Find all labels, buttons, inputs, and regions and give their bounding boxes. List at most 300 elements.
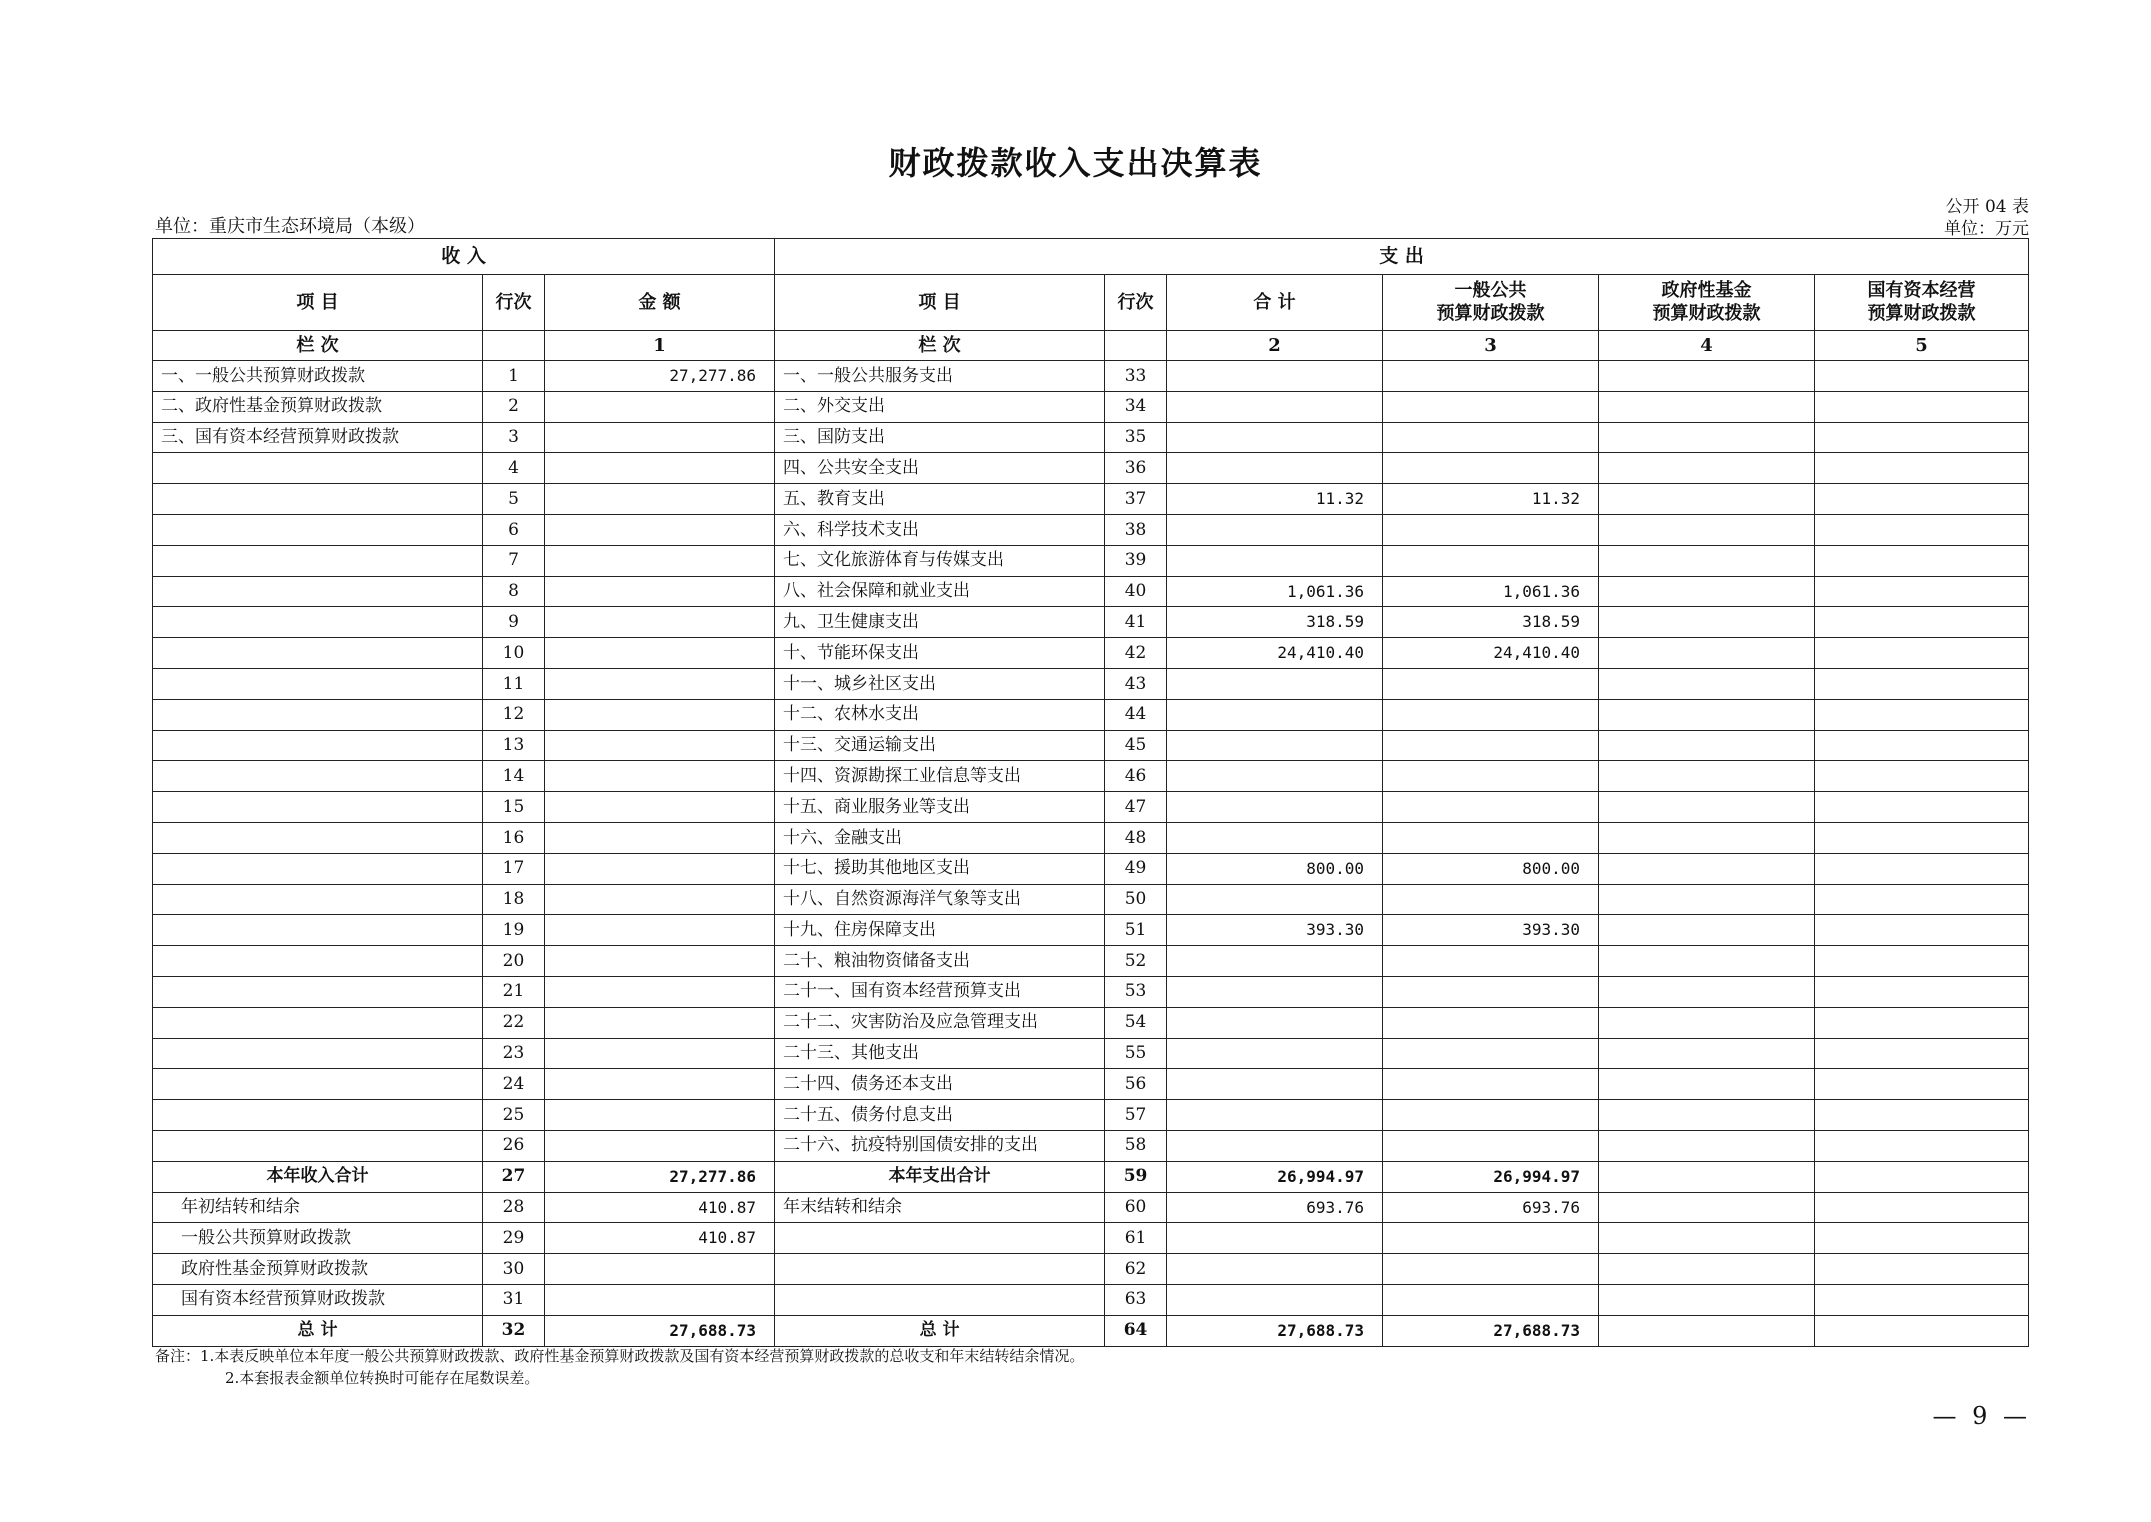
gov-fund-cell (1599, 638, 1815, 669)
expense-line-cell: 41 (1105, 607, 1167, 638)
income-item-cell (153, 1038, 483, 1069)
gov-fund-header (1599, 275, 1815, 331)
income-item-cell (153, 884, 483, 915)
expense-total-cell: 24,410.40 (1167, 638, 1383, 669)
income-amount-cell: 27,277.86 (545, 361, 775, 392)
soe-capital-header-line2: 预算财政拨款 (1867, 302, 1976, 324)
general-budget-cell (1383, 730, 1599, 761)
expense-line-cell: 48 (1105, 822, 1167, 853)
general-budget-cell (1383, 1038, 1599, 1069)
expense-item-cell: 十八、自然资源海洋气象等支出 (775, 884, 1105, 915)
expense-item-cell: 本年支出合计 (775, 1161, 1105, 1192)
expense-total-cell (1167, 1130, 1383, 1161)
gov-fund-cell (1599, 976, 1815, 1007)
expense-line-cell: 37 (1105, 484, 1167, 515)
expense-total-cell (1167, 361, 1383, 392)
gov-fund-cell (1599, 545, 1815, 576)
income-item-cell (153, 514, 483, 545)
expense-line-cell: 38 (1105, 514, 1167, 545)
expense-line-cell: 50 (1105, 884, 1167, 915)
income-line-cell: 25 (483, 1100, 545, 1131)
income-amount-cell (545, 668, 775, 699)
expense-line-cell: 61 (1105, 1223, 1167, 1254)
income-line-cell: 31 (483, 1284, 545, 1315)
general-budget-cell (1383, 514, 1599, 545)
income-amount-cell (545, 792, 775, 823)
income-line-cell: 11 (483, 668, 545, 699)
expense-item-cell (775, 1284, 1105, 1315)
expense-item-cell: 二十四、债务还本支出 (775, 1069, 1105, 1100)
income-item-cell: 二、政府性基金预算财政拨款 (153, 391, 483, 422)
expense-line-cell: 54 (1105, 1007, 1167, 1038)
soe-capital-cell (1815, 668, 2029, 699)
income-line-cell: 24 (483, 1069, 545, 1100)
income-amount-cell (545, 1130, 775, 1161)
expense-line-header: 行次 (1105, 275, 1167, 331)
soe-capital-cell (1815, 792, 2029, 823)
general-budget-cell (1383, 699, 1599, 730)
general-budget-cell (1383, 1254, 1599, 1285)
footnote-2: 2.本套报表金额单位转换时可能存在尾数误差。 (225, 1369, 540, 1387)
expense-line-cell: 59 (1105, 1161, 1167, 1192)
general-budget-cell (1383, 545, 1599, 576)
soe-capital-cell (1815, 638, 2029, 669)
income-line-cell: 13 (483, 730, 545, 761)
income-amount-cell (545, 915, 775, 946)
expense-item-cell: 年末结转和结余 (775, 1192, 1105, 1223)
expense-total-cell (1167, 1038, 1383, 1069)
income-amount-cell (545, 514, 775, 545)
expense-total-cell (1167, 792, 1383, 823)
expense-total-cell (1167, 545, 1383, 576)
income-amount-cell (545, 1254, 775, 1285)
header-row-sections (153, 239, 2029, 275)
income-item-cell: 三、国有资本经营预算财政拨款 (153, 422, 483, 453)
income-item-cell: 一、一般公共预算财政拨款 (153, 361, 483, 392)
gov-fund-cell (1599, 1192, 1815, 1223)
expense-item-cell: 二十六、抗疫特别国债安排的支出 (775, 1130, 1105, 1161)
expense-item-cell (775, 1223, 1105, 1254)
table-row (153, 422, 2029, 453)
expense-column-label: 栏 次 (775, 331, 1105, 361)
gov-fund-header-line2: 预算财政拨款 (1652, 302, 1761, 324)
soe-capital-cell (1815, 484, 2029, 515)
income-line-cell: 6 (483, 514, 545, 545)
income-amount-cell (545, 1100, 775, 1131)
income-item-cell (153, 853, 483, 884)
income-amount-cell (545, 884, 775, 915)
gov-fund-cell (1599, 946, 1815, 977)
income-amount-cell (545, 391, 775, 422)
soe-capital-cell (1815, 1038, 2029, 1069)
general-budget-cell (1383, 1284, 1599, 1315)
expense-total-cell (1167, 453, 1383, 484)
soe-capital-cell (1815, 976, 2029, 1007)
income-item-header: 项 目 (153, 275, 483, 331)
expense-line-cell: 51 (1105, 915, 1167, 946)
income-amount-cell (545, 545, 775, 576)
income-amount-cell (545, 1284, 775, 1315)
expense-total-cell: 1,061.36 (1167, 576, 1383, 607)
gov-fund-cell (1599, 1284, 1815, 1315)
general-budget-header-line2: 预算财政拨款 (1436, 302, 1545, 324)
expense-total-cell (1167, 391, 1383, 422)
general-budget-cell (1383, 453, 1599, 484)
income-item-cell (153, 915, 483, 946)
expense-item-header: 项 目 (775, 275, 1105, 331)
income-item-cell (153, 699, 483, 730)
expense-item-cell: 十五、商业服务业等支出 (775, 792, 1105, 823)
income-item-cell (153, 668, 483, 699)
income-line-cell: 22 (483, 1007, 545, 1038)
income-amount-cell (545, 699, 775, 730)
income-item-cell (153, 545, 483, 576)
table-row (153, 822, 2029, 853)
income-amount-cell (545, 853, 775, 884)
expense-line-cell: 64 (1105, 1315, 1167, 1346)
income-line-cell: 9 (483, 607, 545, 638)
table-row (153, 453, 2029, 484)
soe-capital-header-line1: 国有资本经营 (1867, 280, 1976, 301)
income-line-cell: 5 (483, 484, 545, 515)
header-row-column-index (153, 331, 2029, 361)
table-row (153, 638, 2029, 669)
expense-total-cell: 27,688.73 (1167, 1315, 1383, 1346)
unit-organization: 单位：重庆市生态环境局（本级） (155, 216, 425, 237)
income-item-cell (153, 1130, 483, 1161)
income-line-cell: 1 (483, 361, 545, 392)
general-budget-cell: 27,688.73 (1383, 1315, 1599, 1346)
table-row (153, 1038, 2029, 1069)
carryover-row (153, 1192, 2029, 1223)
income-item-cell: 一般公共预算财政拨款 (153, 1223, 483, 1254)
soe-capital-cell (1815, 453, 2029, 484)
expense-total-index: 2 (1167, 331, 1383, 361)
general-budget-cell: 1,061.36 (1383, 576, 1599, 607)
gov-fund-cell (1599, 853, 1815, 884)
expense-total-header: 合 计 (1167, 275, 1383, 331)
income-amount-cell (545, 607, 775, 638)
income-line-cell: 30 (483, 1254, 545, 1285)
income-item-cell (153, 822, 483, 853)
soe-capital-cell (1815, 1130, 2029, 1161)
expense-line-index (1105, 331, 1167, 361)
expense-total-cell (1167, 1223, 1383, 1254)
header-row-columns (153, 275, 2029, 331)
footnotes (155, 1345, 1084, 1389)
income-line-cell: 8 (483, 576, 545, 607)
table-row (153, 1007, 2029, 1038)
income-amount-cell (545, 453, 775, 484)
income-amount-cell (545, 638, 775, 669)
income-column-label: 栏 次 (153, 331, 483, 361)
income-line-cell: 20 (483, 946, 545, 977)
soe-capital-cell (1815, 699, 2029, 730)
gov-fund-cell (1599, 792, 1815, 823)
expense-item-cell: 十三、交通运输支出 (775, 730, 1105, 761)
carryover-row (153, 1223, 2029, 1254)
expense-total-cell (1167, 976, 1383, 1007)
gov-fund-cell (1599, 730, 1815, 761)
income-line-index (483, 331, 545, 361)
expense-line-cell: 44 (1105, 699, 1167, 730)
gov-fund-cell (1599, 1254, 1815, 1285)
table-row (153, 484, 2029, 515)
subtotal-row (153, 1161, 2029, 1192)
expense-item-cell: 十七、援助其他地区支出 (775, 853, 1105, 884)
gov-fund-cell (1599, 607, 1815, 638)
expense-line-cell: 33 (1105, 361, 1167, 392)
carryover-row (153, 1284, 2029, 1315)
general-budget-cell: 11.32 (1383, 484, 1599, 515)
income-item-cell (153, 484, 483, 515)
expense-total-cell: 318.59 (1167, 607, 1383, 638)
expense-total-cell (1167, 730, 1383, 761)
general-budget-cell (1383, 822, 1599, 853)
income-line-cell: 26 (483, 1130, 545, 1161)
expense-line-cell: 62 (1105, 1254, 1167, 1285)
expense-item-cell: 一、一般公共服务支出 (775, 361, 1105, 392)
table-row (153, 761, 2029, 792)
gov-fund-cell (1599, 1161, 1815, 1192)
expense-total-cell: 11.32 (1167, 484, 1383, 515)
carryover-row (153, 1254, 2029, 1285)
income-amount-index: 1 (545, 331, 775, 361)
expense-line-cell: 63 (1105, 1284, 1167, 1315)
gov-fund-cell (1599, 514, 1815, 545)
expense-item-cell (775, 1254, 1105, 1285)
expense-total-cell (1167, 514, 1383, 545)
income-item-cell (153, 1100, 483, 1131)
gov-fund-cell (1599, 576, 1815, 607)
general-budget-index: 3 (1383, 331, 1599, 361)
footnote-1: 备注：1.本表反映单位本年度一般公共预算财政拨款、政府性基金预算财政拨款及国有资本经营预算财政拨款的总收支和年末结转结余情况。 (155, 1347, 1085, 1365)
general-budget-cell: 318.59 (1383, 607, 1599, 638)
expense-item-cell: 十一、城乡社区支出 (775, 668, 1105, 699)
income-line-cell: 4 (483, 453, 545, 484)
income-line-cell: 19 (483, 915, 545, 946)
income-amount-cell (545, 1038, 775, 1069)
income-item-cell (153, 1007, 483, 1038)
income-item-cell (153, 453, 483, 484)
expense-total-cell: 693.76 (1167, 1192, 1383, 1223)
general-budget-cell: 800.00 (1383, 853, 1599, 884)
page-title: 财政拨款收入支出决算表 (888, 144, 1263, 182)
gov-fund-cell (1599, 699, 1815, 730)
expense-item-cell: 二十二、灾害防治及应急管理支出 (775, 1007, 1105, 1038)
expense-line-cell: 34 (1105, 391, 1167, 422)
expense-total-cell (1167, 1284, 1383, 1315)
gov-fund-cell (1599, 391, 1815, 422)
soe-capital-cell (1815, 1284, 2029, 1315)
expense-item-cell: 九、卫生健康支出 (775, 607, 1105, 638)
table-row (153, 1069, 2029, 1100)
general-budget-cell (1383, 1069, 1599, 1100)
expense-item-cell: 二十、粮油物资储备支出 (775, 946, 1105, 977)
expense-item-cell: 七、文化旅游体育与传媒支出 (775, 545, 1105, 576)
soe-capital-cell (1815, 607, 2029, 638)
table-row (153, 1100, 2029, 1131)
gov-fund-cell (1599, 1069, 1815, 1100)
expense-item-cell: 六、科学技术支出 (775, 514, 1105, 545)
gov-fund-cell (1599, 1007, 1815, 1038)
expense-line-cell: 40 (1105, 576, 1167, 607)
expense-total-cell: 800.00 (1167, 853, 1383, 884)
general-budget-cell (1383, 1007, 1599, 1038)
table-row (153, 668, 2029, 699)
soe-capital-cell (1815, 822, 2029, 853)
unit-currency: 单位：万元 (1944, 219, 2029, 239)
general-budget-cell (1383, 976, 1599, 1007)
income-item-cell: 年初结转和结余 (153, 1192, 483, 1223)
table-row (153, 607, 2029, 638)
soe-capital-cell (1815, 730, 2029, 761)
income-item-cell: 总 计 (153, 1315, 483, 1346)
income-line-cell: 18 (483, 884, 545, 915)
gov-fund-cell (1599, 668, 1815, 699)
gov-fund-cell (1599, 361, 1815, 392)
income-line-cell: 16 (483, 822, 545, 853)
income-line-cell: 21 (483, 976, 545, 1007)
expense-item-cell: 四、公共安全支出 (775, 453, 1105, 484)
expense-line-cell: 49 (1105, 853, 1167, 884)
income-line-cell: 10 (483, 638, 545, 669)
table-row (153, 976, 2029, 1007)
income-line-cell: 2 (483, 391, 545, 422)
income-item-cell (153, 638, 483, 669)
expense-item-cell: 二十五、债务付息支出 (775, 1100, 1105, 1131)
table-row (153, 730, 2029, 761)
expense-total-cell (1167, 761, 1383, 792)
expense-item-cell: 三、国防支出 (775, 422, 1105, 453)
expense-total-cell (1167, 1007, 1383, 1038)
income-amount-cell: 27,688.73 (545, 1315, 775, 1346)
expense-section-header: 支 出 (775, 239, 2029, 275)
income-item-cell (153, 976, 483, 1007)
gov-fund-index: 4 (1599, 331, 1815, 361)
soe-capital-cell (1815, 915, 2029, 946)
expense-total-cell (1167, 668, 1383, 699)
income-amount-cell: 27,277.86 (545, 1161, 775, 1192)
income-line-header: 行次 (483, 275, 545, 331)
table-row (153, 514, 2029, 545)
soe-capital-cell (1815, 1161, 2029, 1192)
soe-capital-index: 5 (1815, 331, 2029, 361)
income-amount-cell (545, 484, 775, 515)
table-row (153, 699, 2029, 730)
income-item-cell (153, 1069, 483, 1100)
expense-total-cell: 26,994.97 (1167, 1161, 1383, 1192)
income-item-cell (153, 607, 483, 638)
expense-line-cell: 60 (1105, 1192, 1167, 1223)
expense-total-cell (1167, 699, 1383, 730)
soe-capital-cell (1815, 1069, 2029, 1100)
income-amount-cell: 410.87 (545, 1192, 775, 1223)
income-line-cell: 12 (483, 699, 545, 730)
expense-line-cell: 43 (1105, 668, 1167, 699)
expense-line-cell: 45 (1105, 730, 1167, 761)
income-amount-header: 金 额 (545, 275, 775, 331)
soe-capital-cell (1815, 361, 2029, 392)
expense-item-cell: 十、节能环保支出 (775, 638, 1105, 669)
soe-capital-cell (1815, 576, 2029, 607)
expense-item-cell: 二、外交支出 (775, 391, 1105, 422)
soe-capital-cell (1815, 1254, 2029, 1285)
expense-item-cell: 二十一、国有资本经营预算支出 (775, 976, 1105, 1007)
general-budget-cell: 693.76 (1383, 1192, 1599, 1223)
income-item-cell: 政府性基金预算财政拨款 (153, 1254, 483, 1285)
income-item-cell: 国有资本经营预算财政拨款 (153, 1284, 483, 1315)
income-amount-cell (545, 946, 775, 977)
expense-total-cell (1167, 1254, 1383, 1285)
general-budget-header-line1: 一般公共 (1454, 280, 1527, 301)
table-row (153, 915, 2029, 946)
general-budget-cell (1383, 1130, 1599, 1161)
general-budget-cell (1383, 761, 1599, 792)
table-row (153, 361, 2029, 392)
income-line-cell: 15 (483, 792, 545, 823)
soe-capital-cell (1815, 1315, 2029, 1346)
income-item-cell (153, 792, 483, 823)
table-row (153, 853, 2029, 884)
income-amount-cell (545, 576, 775, 607)
expense-line-cell: 53 (1105, 976, 1167, 1007)
expense-line-cell: 46 (1105, 761, 1167, 792)
expense-line-cell: 39 (1105, 545, 1167, 576)
soe-capital-cell (1815, 1100, 2029, 1131)
general-budget-cell (1383, 792, 1599, 823)
expense-line-cell: 57 (1105, 1100, 1167, 1131)
soe-capital-cell (1815, 853, 2029, 884)
gov-fund-cell (1599, 422, 1815, 453)
income-item-cell (153, 761, 483, 792)
expense-item-cell: 十九、住房保障支出 (775, 915, 1105, 946)
soe-capital-header (1815, 275, 2029, 331)
expense-total-cell (1167, 1069, 1383, 1100)
income-line-cell: 14 (483, 761, 545, 792)
expense-item-cell: 五、教育支出 (775, 484, 1105, 515)
grand-total-row (153, 1315, 2029, 1346)
expense-item-cell: 十二、农林水支出 (775, 699, 1105, 730)
income-line-cell: 17 (483, 853, 545, 884)
expense-line-cell: 52 (1105, 946, 1167, 977)
expense-item-cell: 十六、金融支出 (775, 822, 1105, 853)
expense-total-cell (1167, 822, 1383, 853)
general-budget-cell (1383, 668, 1599, 699)
gov-fund-cell (1599, 822, 1815, 853)
general-budget-cell (1383, 361, 1599, 392)
soe-capital-cell (1815, 1192, 2029, 1223)
general-budget-cell (1383, 1100, 1599, 1131)
gov-fund-header-line1: 政府性基金 (1661, 280, 1752, 301)
income-line-cell: 23 (483, 1038, 545, 1069)
income-line-cell: 27 (483, 1161, 545, 1192)
table-row (153, 946, 2029, 977)
expense-item-cell: 十四、资源勘探工业信息等支出 (775, 761, 1105, 792)
general-budget-cell (1383, 422, 1599, 453)
table-row (153, 792, 2029, 823)
soe-capital-cell (1815, 514, 2029, 545)
expense-line-cell: 35 (1105, 422, 1167, 453)
expense-line-cell: 36 (1105, 453, 1167, 484)
income-amount-cell (545, 730, 775, 761)
income-amount-cell: 410.87 (545, 1223, 775, 1254)
income-amount-cell (545, 1007, 775, 1038)
table-row (153, 1130, 2029, 1161)
gov-fund-cell (1599, 484, 1815, 515)
income-line-cell: 29 (483, 1223, 545, 1254)
table-row (153, 545, 2029, 576)
